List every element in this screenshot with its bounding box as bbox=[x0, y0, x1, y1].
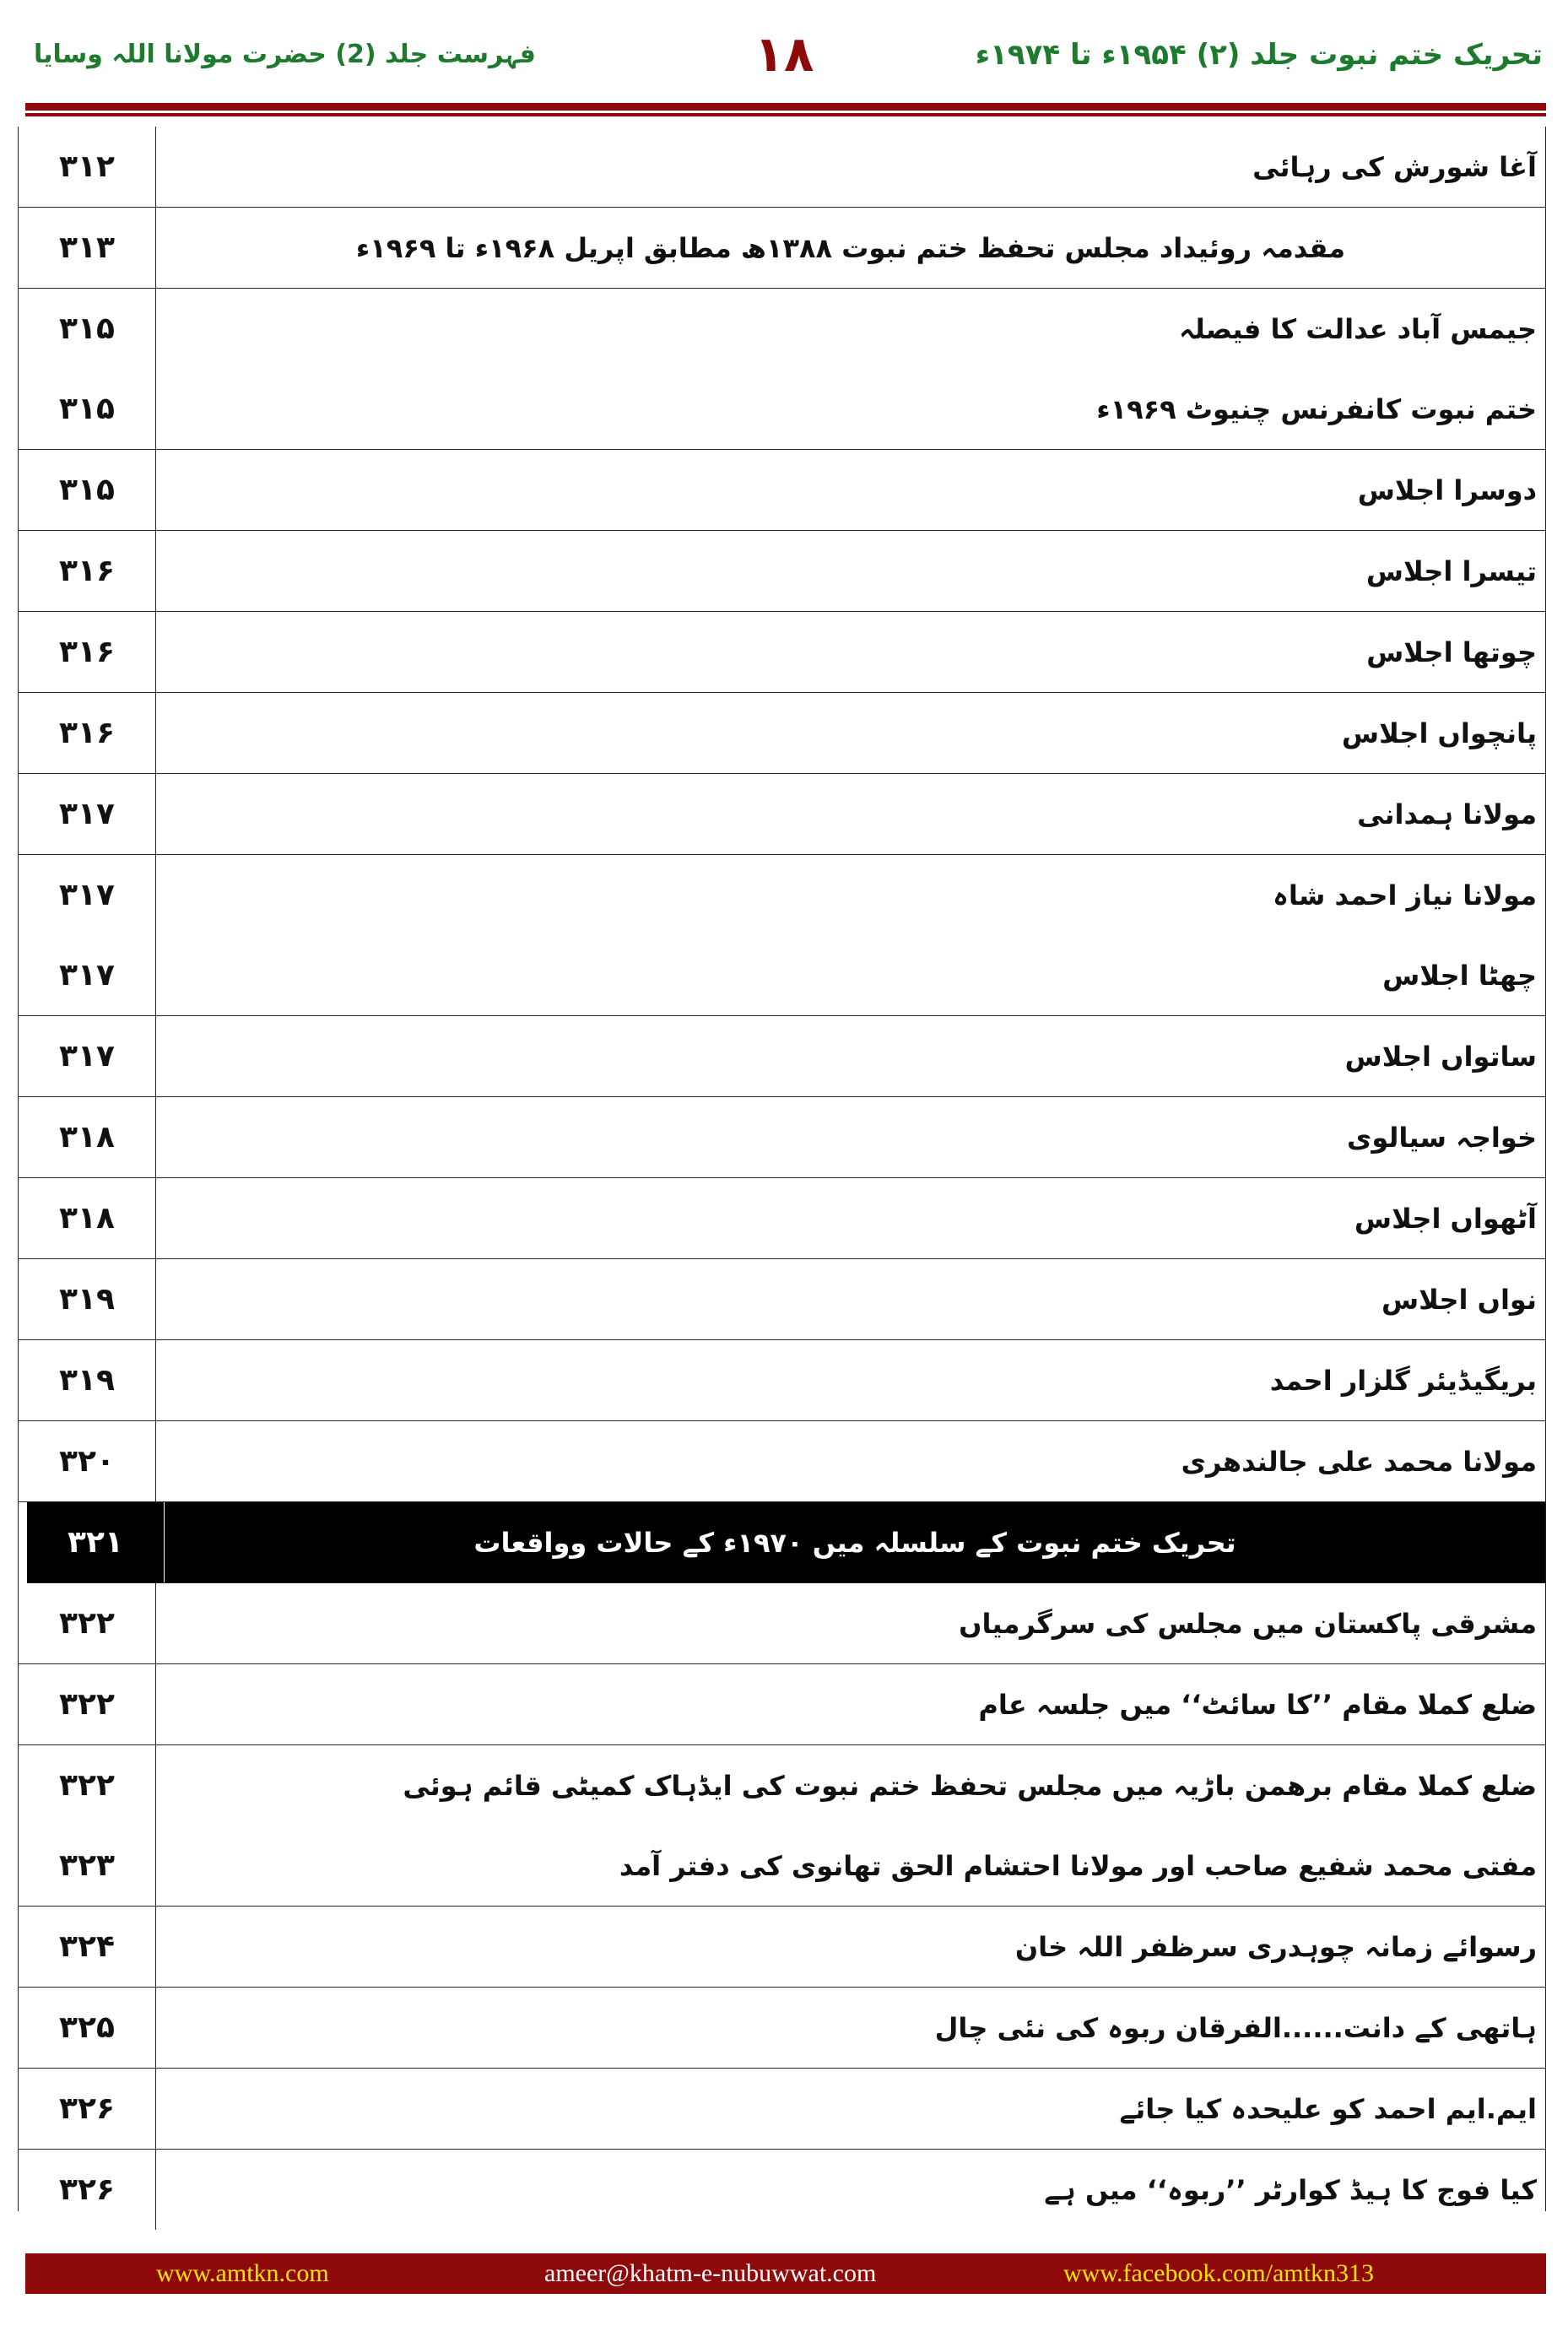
toc-row bbox=[19, 612, 1545, 693]
page-column bbox=[19, 1664, 156, 1744]
entry-title: رسوائے زمانہ چوہدری سرظفر اللہ خان bbox=[1014, 1930, 1537, 1963]
entry-title: بریگیڈیئر گلزار احمد bbox=[1269, 1364, 1537, 1397]
title-column bbox=[156, 693, 1545, 773]
footer-bar bbox=[25, 2253, 1546, 2294]
toc-row bbox=[19, 774, 1545, 855]
toc-row bbox=[19, 1178, 1545, 1259]
title-column bbox=[156, 1745, 1545, 1906]
entry-title: آٹھواں اجلاس bbox=[1354, 1202, 1537, 1235]
entry-title: ختم نبوت کانفرنس چنیوٹ ۱۹۶۹ء bbox=[1096, 392, 1537, 425]
title-column bbox=[156, 1178, 1545, 1258]
toc-row bbox=[19, 289, 1545, 450]
title-column bbox=[165, 1502, 1545, 1582]
entry-page-number: ۳۱۶ bbox=[59, 716, 115, 750]
entry-page-number: ۳۲۱ bbox=[68, 1525, 123, 1560]
entry-title: ایم.ایم احمد کو علیحدہ کیا جائے bbox=[1119, 2092, 1537, 2125]
toc-row bbox=[19, 531, 1545, 612]
entry-title: جیمس آباد عدالت کا فیصلہ bbox=[1179, 312, 1537, 345]
title-column bbox=[156, 2069, 1545, 2149]
entry-page-number: ۳۱۶ bbox=[59, 635, 115, 669]
entry-page-number: ۳۲۶ bbox=[59, 2172, 115, 2207]
page-column bbox=[19, 1097, 156, 1177]
entry-title: مولانا محمد علی جالندھری bbox=[1181, 1445, 1537, 1478]
entry-title: ضلع کملا مقام ’’کا سائٹ‘‘ میں جلسہ عام bbox=[978, 1688, 1537, 1721]
entry-title: خواجہ سیالوی bbox=[1347, 1121, 1537, 1154]
entry-page-number: ۳۱۷ bbox=[59, 797, 115, 831]
header-rule-thin bbox=[25, 113, 1546, 116]
page-column bbox=[19, 450, 156, 530]
toc-row bbox=[19, 1583, 1545, 1664]
title-column bbox=[156, 1421, 1545, 1501]
entry-page-number: ۳۱۵ bbox=[59, 392, 115, 426]
entry-page-number: ۳۱۷ bbox=[59, 878, 115, 912]
index-label: فہرست جلد (2) حضرت مولانا اللہ وسایا bbox=[34, 40, 536, 69]
title-column bbox=[156, 2150, 1545, 2230]
page-column bbox=[19, 855, 156, 1015]
page-column bbox=[19, 289, 156, 449]
entry-title: تحریک ختم نبوت کے سلسلہ میں ۱۹۷۰ء کے حالات وواقعات bbox=[473, 1526, 1236, 1559]
toc-row bbox=[19, 1745, 1545, 1907]
entry-title: کیا فوج کا ہیڈ کوارٹر ’’ربوہ‘‘ میں ہے bbox=[1044, 2173, 1537, 2206]
entry-page-number: ۳۱۷ bbox=[59, 958, 115, 993]
entry-title: ساتواں اجلاس bbox=[1344, 1040, 1537, 1073]
entry-page-number: ۳۲۰ bbox=[59, 1444, 115, 1479]
toc-row bbox=[19, 2069, 1545, 2150]
entry-title: ضلع کملا مقام برھمن باڑیہ میں مجلس تحفظ ختم نبوت کی ایڈہاک کمیٹی قائم ہوئی bbox=[403, 1769, 1537, 1802]
page-column bbox=[19, 1988, 156, 2068]
entry-title: چوتھا اجلاس bbox=[1366, 636, 1537, 668]
entry-page-number: ۳۲۲ bbox=[59, 1768, 115, 1803]
entry-title: مولانا ہمدانی bbox=[1357, 798, 1537, 830]
title-column bbox=[156, 450, 1545, 530]
entry-title: چھٹا اجلاس bbox=[1382, 959, 1537, 992]
entry-title: نواں اجلاس bbox=[1381, 1283, 1537, 1316]
title-column bbox=[156, 1097, 1545, 1177]
title-column bbox=[156, 855, 1545, 1015]
toc-row bbox=[19, 1016, 1545, 1097]
toc-row bbox=[19, 1664, 1545, 1745]
entry-title: مفتی محمد شفیع صاحب اور مولانا احتشام الحق تھانوی کی دفتر آمد bbox=[619, 1849, 1537, 1882]
page-column bbox=[19, 127, 156, 207]
entry-title: تیسرا اجلاس bbox=[1365, 554, 1537, 587]
entry-page-number: ۳۱۳ bbox=[59, 230, 115, 265]
entry-page-number: ۳۲۶ bbox=[59, 2091, 115, 2126]
page-column bbox=[19, 1421, 156, 1501]
toc-row bbox=[19, 1988, 1545, 2069]
toc-row bbox=[19, 2150, 1545, 2230]
page-column bbox=[19, 1745, 156, 1906]
toc-row bbox=[19, 693, 1545, 774]
page-column bbox=[19, 1907, 156, 1987]
toc-row bbox=[19, 1097, 1545, 1178]
entry-page-number: ۳۲۵ bbox=[59, 2010, 115, 2045]
title-column bbox=[156, 774, 1545, 854]
table-of-contents bbox=[18, 127, 1546, 2211]
entry-title: آغا شورش کی رہائی bbox=[1252, 150, 1537, 183]
toc-section-heading bbox=[19, 208, 1545, 289]
title-column bbox=[156, 1340, 1545, 1420]
entry-page-number: ۳۱۸ bbox=[59, 1120, 115, 1155]
toc-row bbox=[19, 855, 1545, 1016]
page-column bbox=[19, 693, 156, 773]
page-column bbox=[19, 612, 156, 692]
toc-row bbox=[19, 1421, 1545, 1502]
entry-page-number: ۳۲۲ bbox=[59, 1606, 115, 1641]
page-column bbox=[19, 1259, 156, 1339]
title-column bbox=[156, 1259, 1545, 1339]
toc-row bbox=[19, 1340, 1545, 1421]
page-number: ۱۸ bbox=[754, 25, 814, 83]
title-column bbox=[156, 1016, 1545, 1096]
entry-title: مولانا نیاز احمد شاہ bbox=[1273, 879, 1537, 911]
page-column bbox=[19, 1178, 156, 1258]
footer-facebook-link[interactable]: www.facebook.com/amtkn313 bbox=[1063, 2259, 1374, 2287]
entry-title: پانچواں اجلاس bbox=[1341, 717, 1537, 749]
entry-page-number: ۳۱۲ bbox=[59, 149, 115, 184]
footer-email-link[interactable]: ameer@khatm-e-nubuwwat.com bbox=[544, 2259, 877, 2287]
title-column bbox=[156, 289, 1545, 449]
toc-section-band bbox=[27, 1502, 1545, 1583]
page-column bbox=[19, 1340, 156, 1420]
page-column bbox=[19, 1016, 156, 1096]
title-column bbox=[156, 208, 1545, 288]
book-title: تحریک ختم نبوت جلد (۲) ۱۹۵۴ء تا ۱۹۷۴ء bbox=[975, 38, 1543, 72]
entry-page-number: ۳۱۵ bbox=[59, 473, 115, 507]
entry-page-number: ۳۱۹ bbox=[59, 1282, 115, 1317]
entry-title: دوسرا اجلاس bbox=[1357, 473, 1537, 506]
page-column bbox=[19, 774, 156, 854]
title-column bbox=[156, 127, 1545, 207]
header-rule-thick bbox=[25, 103, 1546, 111]
entry-page-number: ۳۲۴ bbox=[59, 1929, 115, 1964]
entry-title: ہاتھی کے دانت......الفرقان ربوہ کی نئی چال bbox=[934, 2011, 1537, 2044]
toc-row bbox=[19, 1907, 1545, 1988]
title-column bbox=[156, 1988, 1545, 2068]
page-column bbox=[19, 2150, 156, 2230]
page-column bbox=[19, 2069, 156, 2149]
page-column bbox=[19, 1583, 156, 1663]
title-column bbox=[156, 531, 1545, 611]
title-column bbox=[156, 1907, 1545, 1987]
toc-row bbox=[19, 450, 1545, 531]
entry-title: مشرقی پاکستان میں مجلس کی سرگرمیاں bbox=[959, 1607, 1537, 1640]
page-column bbox=[19, 208, 156, 288]
entry-page-number: ۳۱۹ bbox=[59, 1363, 115, 1398]
footer-website-link[interactable]: www.amtkn.com bbox=[156, 2259, 329, 2287]
title-column bbox=[156, 1583, 1545, 1663]
page-column bbox=[27, 1502, 165, 1582]
entry-page-number: ۳۱۵ bbox=[59, 311, 115, 346]
title-column bbox=[156, 1664, 1545, 1744]
entry-title: مقدمہ روئیداد مجلس تحفظ ختم نبوت ۱۳۸۸ھ مطابق اپریل ۱۹۶۸ء تا ۱۹۶۹ء bbox=[355, 231, 1346, 264]
toc-row bbox=[19, 127, 1545, 208]
toc-row bbox=[19, 1259, 1545, 1340]
entry-page-number: ۳۱۶ bbox=[59, 554, 115, 588]
entry-page-number: ۳۲۲ bbox=[59, 1687, 115, 1722]
title-column bbox=[156, 612, 1545, 692]
entry-page-number: ۳۱۷ bbox=[59, 1039, 115, 1074]
page-column bbox=[19, 531, 156, 611]
entry-page-number: ۳۱۸ bbox=[59, 1201, 115, 1236]
entry-page-number: ۳۲۳ bbox=[59, 1848, 115, 1883]
